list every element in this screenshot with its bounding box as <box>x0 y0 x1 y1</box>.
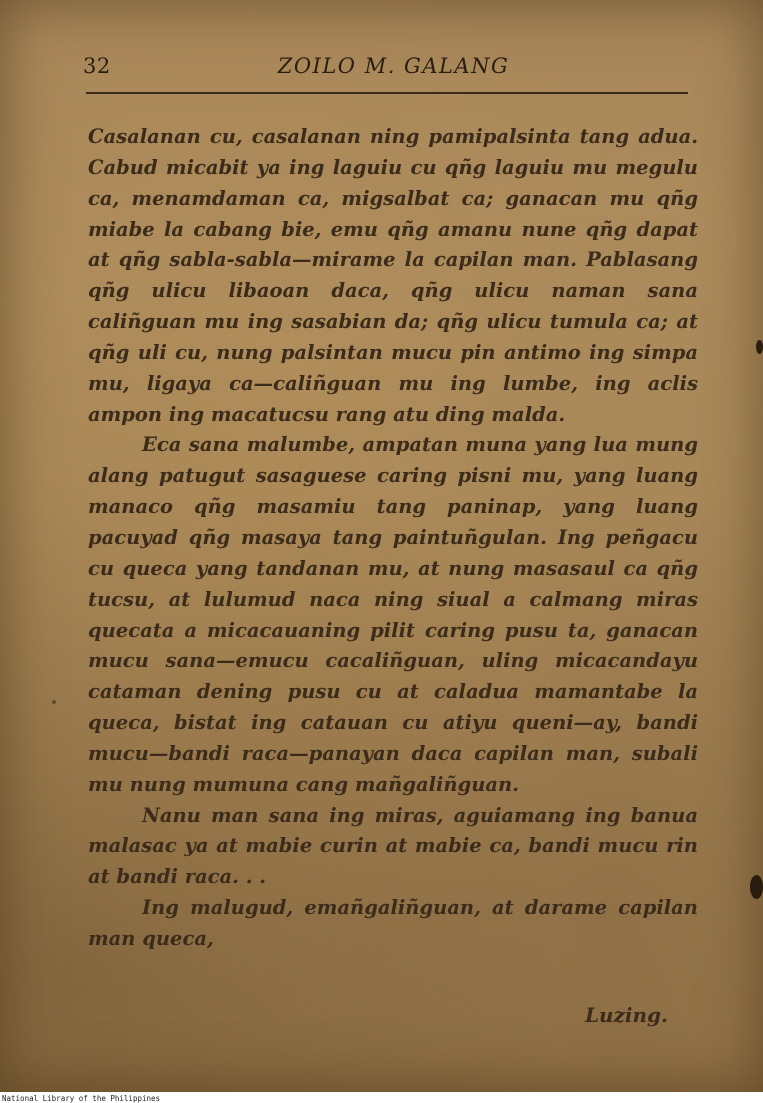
signature: Luzing. <box>584 1003 668 1027</box>
footer-credit: National Library of the Philippines <box>2 1094 161 1103</box>
page-number: 32 <box>83 54 111 78</box>
ink-spot-right-1 <box>756 340 763 354</box>
ink-spot-left <box>52 700 56 704</box>
paragraph-2: Eca sana malumbe, ampatan muna yang lua mung alang patugut sasaguese caring pisni mu, yang luang manaco qñg masamiu tang paninap, yang luang pacuyad qñg masaya tang paintuñgulan. Ing peñgacu cu queca yang tandanan mu, at nung masasaul ca qñg tucsu, at lulumud naca ning siual a calmang miras quecata a micacauaning pilit caring pusu ta, ganacan mucu sana—emucu cacaliñguan, uling micacandayu cataman dening pusu cu at caladua mamantabe la queca, bistat ing catauan cu atiyu queni—ay, bandi mucu—bandi raca—panayan daca capilan man, subali mu nung mumuna cang mañgaliñguan. <box>88 433 698 796</box>
running-title: ZOILO M. GALANG <box>277 54 510 78</box>
header-rule <box>86 92 688 94</box>
paragraph-3: Nanu man sana ing miras, aguiamang ing banua malasac ya at mabie curin at mabie ca, bandi mucu rin at bandi raca. . . <box>88 803 698 889</box>
ink-spot-right-2 <box>750 875 763 899</box>
paragraph-1: Casalanan cu, casalanan ning pamipalsinta tang adua. Cabud micabit ya ing laguiu cu qñg laguiu mu megulu ca, menamdaman ca, migsalbat ca; ganacan mu qñg miabe la cabang bie, emu qñg amanu nune qñg dapat at qñg sabla-sabla—mirame la capilan man. Pablasang qñg ulicu libaoan daca, qñg ulicu naman sana caliñguan mu ing sasabian da; qñg ulicu tumula ca; at qñg uli cu, nung palsintan mucu pin antimo ing simpa mu, ligaya ca—caliñguan mu ing lumbe, ing aclis ampon ing macatucsu rang atu ding malda. <box>88 125 698 426</box>
letter-body <box>88 122 698 955</box>
paragraph-4: Ing malugud, emañgaliñguan, at darame capilan man queca, <box>88 896 698 950</box>
